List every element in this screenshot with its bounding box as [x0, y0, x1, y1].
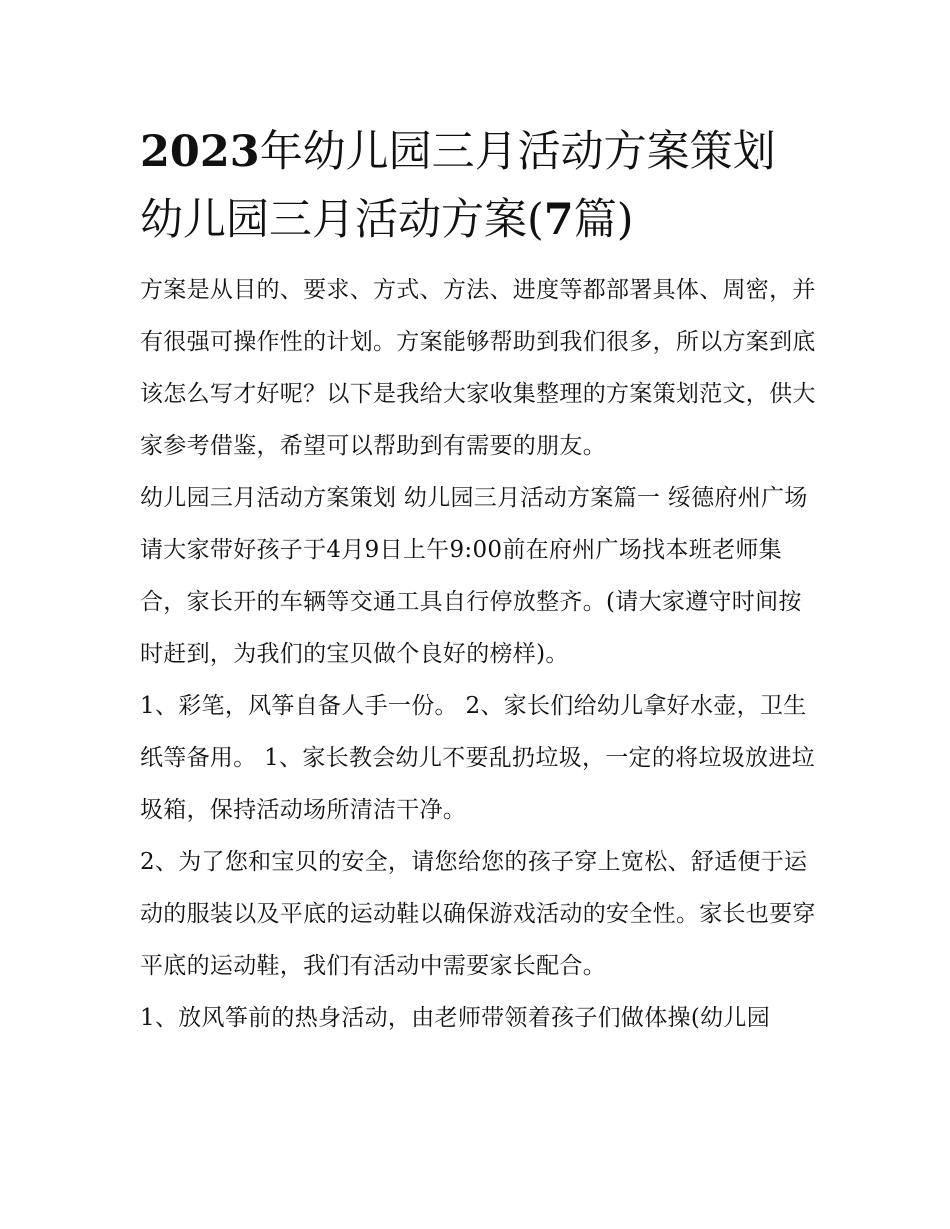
paragraph-section-heading: 幼儿园三月活动方案策划 幼儿园三月活动方案篇一 绥德府州广场	[140, 485, 808, 511]
title-main: 年幼儿园三月活动方案策划 幼儿园三月活动方案(	[140, 127, 776, 245]
paragraph-intro: 方案是从目的、要求、方式、方法、进度等都部署具体、周密，并有很强可操作性的计划。方案能够帮助到我们很多，所以方案到底该怎么写才好呢？以下是我给大家收集整理的方案策划范文，供大家参考借鉴，希望可以帮助到有需要的朋友。	[140, 277, 816, 459]
title-count: 7	[543, 195, 574, 245]
document-title	[140, 118, 820, 254]
paragraph-preparation: 1、彩笔，风筝自备人手一份。 2、家长们给幼儿拿好水壶，卫生纸等备用。 1、家长教会幼儿不要乱扔垃圾，一定的将垃圾放进垃圾箱，保持活动场所清洁干净。	[140, 693, 815, 823]
paragraph-safety: 2、为了您和宝贝的安全，请您给您的孩子穿上宽松、舒适便于运动的服装以及平底的运动鞋以确保游戏活动的安全性。家长也要穿平底的运动鞋，我们有活动中需要家长配合。	[140, 849, 816, 979]
paragraph-warmup: 1、放风筝前的热身活动，由老师带领着孩子们做体操(幼儿园	[140, 1005, 771, 1031]
title-year: 2023	[140, 127, 260, 177]
title-tail: 篇)	[573, 195, 634, 245]
document-body	[140, 118, 820, 1044]
paragraph-gathering: 请大家带好孩子于4月9日上午9:00前在府州广场找本班老师集合，家长开的车辆等交通工具自行停放整齐。(请大家遵守时间按时赶到，为我们的宝贝做个良好的榜样)。	[140, 537, 802, 667]
